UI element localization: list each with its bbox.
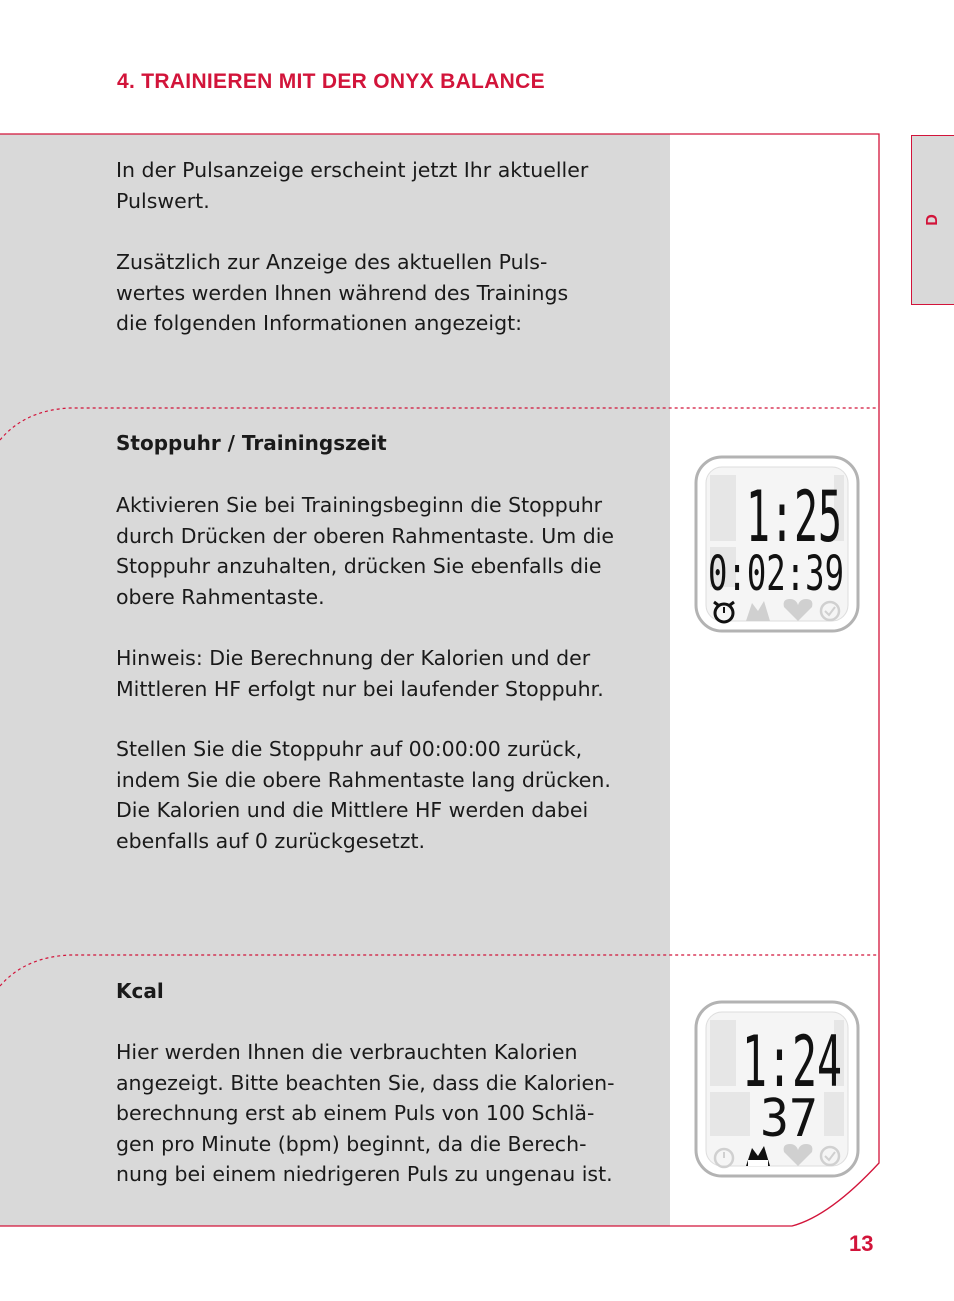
intro-paragraph-1: In der Pulsanzeige erscheint jetzt Ihr aktueller Pulswert.	[116, 158, 589, 213]
watch-top-value: 1:25	[746, 476, 842, 558]
watch-top-value: 1:24	[742, 1021, 842, 1103]
stoppuhr-title: Stoppuhr / Trainingszeit	[116, 431, 387, 455]
kcal-title: Kcal	[116, 979, 164, 1003]
stoppuhr-paragraph-2: Hinweis: Die Berechnung der Kalorien und der Mittleren HF erfolgt nur bei laufender Stoppuhr.	[116, 646, 604, 701]
watch-bottom-value: 0:02:39	[708, 546, 844, 602]
watch-display-kcal	[694, 1000, 860, 1178]
language-tab-label: D	[924, 214, 941, 226]
page-number: 13	[849, 1231, 874, 1256]
intro-paragraph-2: Zusätzlich zur Anzeige des aktuellen Puls- wertes werden Ihnen während des Trainings die folgenden Informationen angezeigt:	[116, 250, 569, 336]
stoppuhr-paragraph-3: Stellen Sie die Stoppuhr auf 00:00:00 zurück, indem Sie die obere Rahmentaste lang drücken. Die Kalorien und die Mittlere HF werden dabei ebenfalls auf 0 zurückgesetzt.	[116, 737, 611, 853]
stoppuhr-paragraph-1: Aktivieren Sie bei Trainingsbeginn die Stoppuhr durch Drücken der oberen Rahmentaste. Um die Stoppuhr anzuhalten, drücken Sie ebenfalls die obere Rahmentaste.	[116, 493, 615, 609]
kcal-paragraph-1: Hier werden Ihnen die verbrauchten Kalorien angezeigt. Bitte beachten Sie, dass die Kalorien- berechnung erst ab einem Puls von 100 Schlä- gen pro Minute (bpm) beginnt, da die Berech- nung bei einem niedrigeren Puls zu ungenau ist.	[116, 1040, 615, 1187]
watch-bottom-value: 37	[760, 1089, 818, 1149]
watch-display-stopwatch	[694, 455, 860, 633]
chapter-heading: 4. TRAINIEREN MIT DER ONYX BALANCE	[117, 70, 545, 93]
language-tab	[911, 135, 954, 305]
